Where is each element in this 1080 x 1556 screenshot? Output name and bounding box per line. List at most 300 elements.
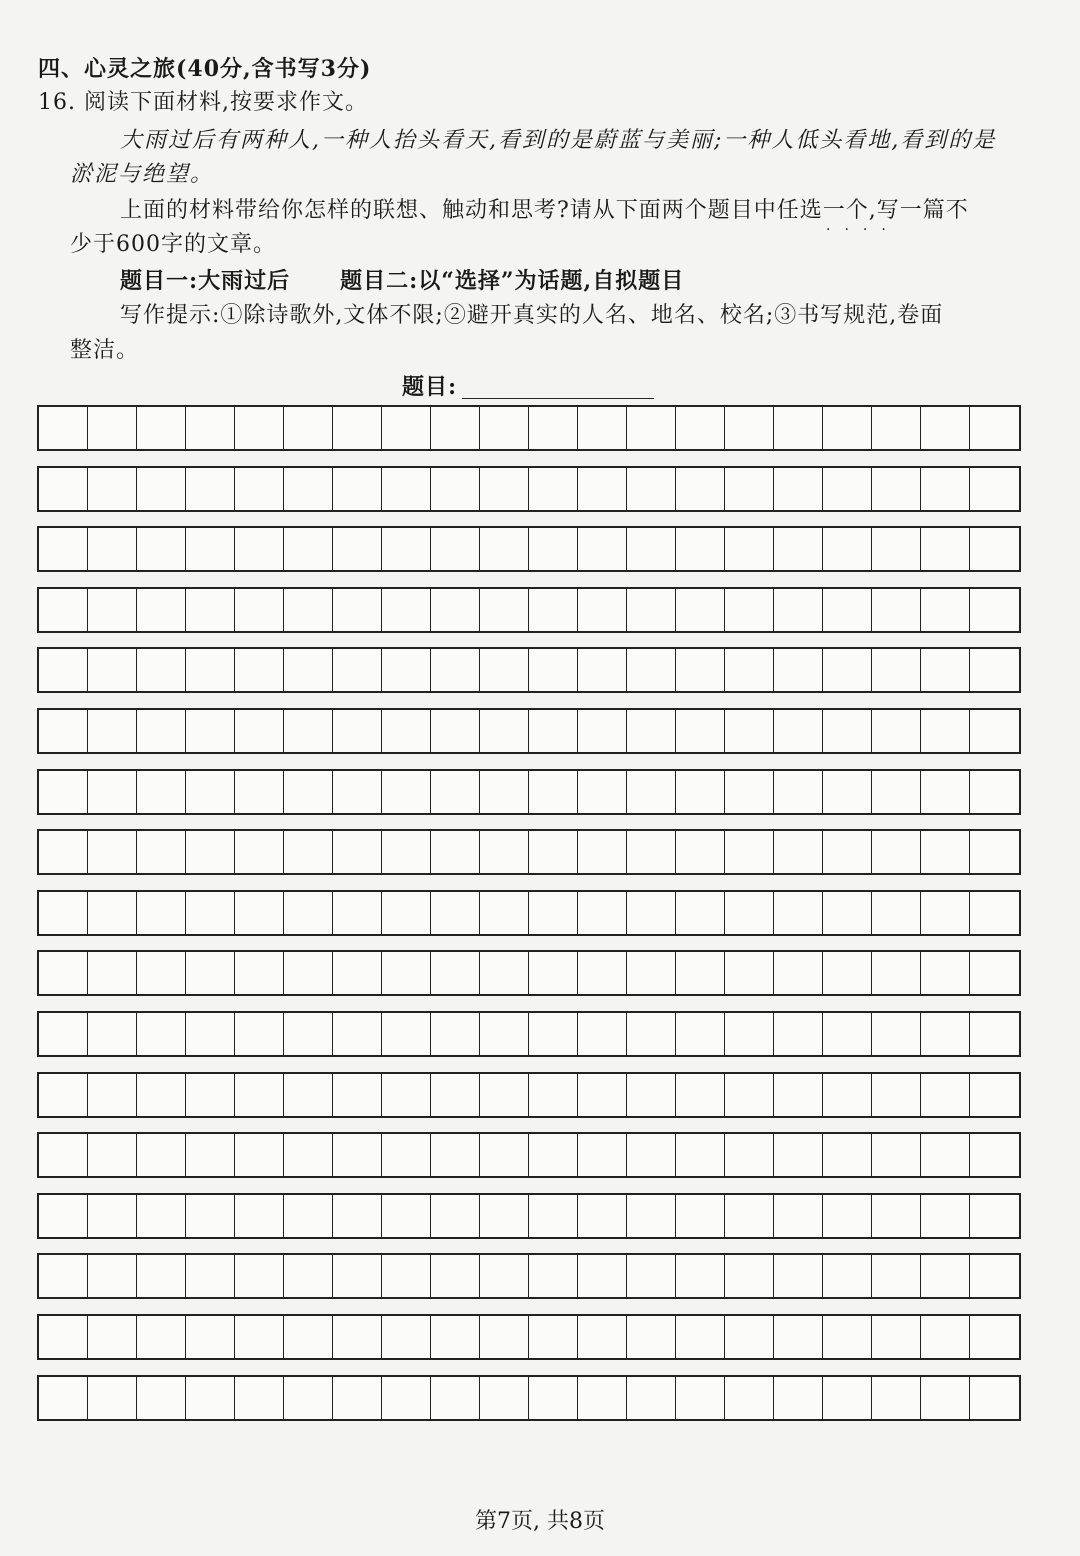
grid-cell[interactable] (88, 1134, 137, 1176)
grid-cell[interactable] (382, 1195, 431, 1237)
grid-cell[interactable] (431, 407, 480, 449)
grid-cell[interactable] (235, 1377, 284, 1419)
grid-cell[interactable] (235, 1316, 284, 1358)
grid-cell[interactable] (137, 1134, 186, 1176)
grid-cell[interactable] (872, 831, 921, 873)
grid-cell[interactable] (578, 1195, 627, 1237)
grid-cell[interactable] (921, 468, 970, 510)
grid-cell[interactable] (333, 831, 382, 873)
grid-cell[interactable] (88, 589, 137, 631)
grid-cell[interactable] (578, 1316, 627, 1358)
grid-cell[interactable] (529, 952, 578, 994)
grid-cell[interactable] (284, 649, 333, 691)
grid-cell[interactable] (774, 1377, 823, 1419)
grid-cell[interactable] (774, 771, 823, 813)
grid-cell[interactable] (921, 1377, 970, 1419)
grid-cell[interactable] (676, 892, 725, 934)
grid-cell[interactable] (578, 952, 627, 994)
grid-cell[interactable] (921, 952, 970, 994)
grid-cell[interactable] (676, 952, 725, 994)
grid-cell[interactable] (823, 771, 872, 813)
grid-cell[interactable] (823, 952, 872, 994)
grid-cell[interactable] (431, 1013, 480, 1055)
grid-cell[interactable] (186, 468, 235, 510)
grid-cell[interactable] (39, 1377, 88, 1419)
grid-cell[interactable] (774, 710, 823, 752)
grid-cell[interactable] (88, 1013, 137, 1055)
grid-cell[interactable] (529, 1013, 578, 1055)
grid-cell[interactable] (186, 528, 235, 570)
grid-cell[interactable] (529, 1377, 578, 1419)
grid-cell[interactable] (186, 589, 235, 631)
grid-cell[interactable] (137, 892, 186, 934)
grid-cell[interactable] (725, 1074, 774, 1116)
grid-cell[interactable] (431, 528, 480, 570)
grid-cell[interactable] (823, 1013, 872, 1055)
grid-cell[interactable] (431, 649, 480, 691)
grid-cell[interactable] (774, 952, 823, 994)
grid-cell[interactable] (382, 468, 431, 510)
grid-cell[interactable] (578, 468, 627, 510)
grid-cell[interactable] (676, 1195, 725, 1237)
grid-cell[interactable] (627, 1377, 676, 1419)
grid-cell[interactable] (921, 892, 970, 934)
grid-cell[interactable] (382, 407, 431, 449)
grid-cell[interactable] (823, 1377, 872, 1419)
grid-cell[interactable] (480, 1255, 529, 1297)
grid-cell[interactable] (382, 952, 431, 994)
grid-cell[interactable] (137, 468, 186, 510)
grid-cell[interactable] (529, 528, 578, 570)
grid-cell[interactable] (627, 1013, 676, 1055)
grid-cell[interactable] (774, 1316, 823, 1358)
grid-cell[interactable] (480, 589, 529, 631)
grid-cell[interactable] (284, 528, 333, 570)
grid-cell[interactable] (39, 710, 88, 752)
grid-cell[interactable] (823, 589, 872, 631)
grid-cell[interactable] (137, 1377, 186, 1419)
grid-cell[interactable] (333, 1134, 382, 1176)
grid-cell[interactable] (431, 710, 480, 752)
grid-cell[interactable] (88, 771, 137, 813)
grid-cell[interactable] (578, 1377, 627, 1419)
grid-cell[interactable] (333, 1316, 382, 1358)
grid-cell[interactable] (627, 710, 676, 752)
grid-cell[interactable] (186, 1255, 235, 1297)
grid-cell[interactable] (284, 771, 333, 813)
grid-cell[interactable] (872, 952, 921, 994)
grid-cell[interactable] (970, 771, 1019, 813)
grid-cell[interactable] (921, 589, 970, 631)
grid-cell[interactable] (725, 468, 774, 510)
grid-cell[interactable] (676, 407, 725, 449)
grid-cell[interactable] (578, 1134, 627, 1176)
grid-cell[interactable] (627, 1074, 676, 1116)
grid-cell[interactable] (39, 952, 88, 994)
grid-cell[interactable] (529, 831, 578, 873)
grid-cell[interactable] (39, 649, 88, 691)
grid-cell[interactable] (529, 649, 578, 691)
grid-cell[interactable] (676, 1377, 725, 1419)
grid-cell[interactable] (480, 1074, 529, 1116)
grid-cell[interactable] (137, 407, 186, 449)
grid-cell[interactable] (186, 952, 235, 994)
grid-cell[interactable] (480, 892, 529, 934)
grid-cell[interactable] (480, 1316, 529, 1358)
grid-cell[interactable] (480, 831, 529, 873)
grid-cell[interactable] (39, 892, 88, 934)
grid-cell[interactable] (88, 892, 137, 934)
grid-cell[interactable] (39, 589, 88, 631)
grid-cell[interactable] (480, 407, 529, 449)
grid-cell[interactable] (872, 892, 921, 934)
grid-cell[interactable] (431, 1255, 480, 1297)
grid-cell[interactable] (578, 710, 627, 752)
grid-cell[interactable] (137, 771, 186, 813)
grid-cell[interactable] (676, 1074, 725, 1116)
grid-cell[interactable] (284, 710, 333, 752)
grid-cell[interactable] (480, 528, 529, 570)
grid-cell[interactable] (529, 710, 578, 752)
grid-cell[interactable] (480, 649, 529, 691)
grid-cell[interactable] (823, 649, 872, 691)
grid-cell[interactable] (921, 1013, 970, 1055)
grid-cell[interactable] (235, 468, 284, 510)
grid-cell[interactable] (921, 1255, 970, 1297)
grid-cell[interactable] (431, 1195, 480, 1237)
grid-cell[interactable] (676, 1013, 725, 1055)
grid-cell[interactable] (137, 1074, 186, 1116)
grid-cell[interactable] (333, 468, 382, 510)
grid-cell[interactable] (627, 649, 676, 691)
grid-cell[interactable] (186, 1074, 235, 1116)
grid-cell[interactable] (774, 468, 823, 510)
grid-cell[interactable] (88, 649, 137, 691)
grid-cell[interactable] (39, 1255, 88, 1297)
grid-cell[interactable] (137, 1013, 186, 1055)
grid-cell[interactable] (88, 952, 137, 994)
grid-cell[interactable] (333, 1013, 382, 1055)
grid-cell[interactable] (774, 528, 823, 570)
grid-cell[interactable] (725, 528, 774, 570)
grid-cell[interactable] (431, 589, 480, 631)
grid-cell[interactable] (725, 831, 774, 873)
grid-cell[interactable] (382, 1377, 431, 1419)
grid-cell[interactable] (88, 831, 137, 873)
grid-cell[interactable] (284, 1377, 333, 1419)
grid-cell[interactable] (333, 1195, 382, 1237)
grid-cell[interactable] (529, 1316, 578, 1358)
grid-cell[interactable] (39, 831, 88, 873)
grid-cell[interactable] (431, 952, 480, 994)
grid-cell[interactable] (186, 710, 235, 752)
grid-cell[interactable] (970, 892, 1019, 934)
grid-cell[interactable] (921, 710, 970, 752)
grid-cell[interactable] (725, 1255, 774, 1297)
grid-cell[interactable] (578, 771, 627, 813)
grid-cell[interactable] (970, 952, 1019, 994)
grid-cell[interactable] (872, 528, 921, 570)
grid-cell[interactable] (823, 407, 872, 449)
grid-cell[interactable] (970, 1195, 1019, 1237)
grid-cell[interactable] (382, 831, 431, 873)
grid-cell[interactable] (578, 589, 627, 631)
grid-cell[interactable] (529, 892, 578, 934)
grid-cell[interactable] (529, 589, 578, 631)
grid-cell[interactable] (39, 528, 88, 570)
grid-cell[interactable] (284, 1255, 333, 1297)
grid-cell[interactable] (235, 952, 284, 994)
grid-cell[interactable] (774, 589, 823, 631)
grid-cell[interactable] (627, 407, 676, 449)
grid-cell[interactable] (39, 468, 88, 510)
grid-cell[interactable] (676, 831, 725, 873)
grid-cell[interactable] (578, 892, 627, 934)
grid-cell[interactable] (823, 1255, 872, 1297)
grid-cell[interactable] (333, 649, 382, 691)
grid-cell[interactable] (529, 1134, 578, 1176)
grid-cell[interactable] (725, 649, 774, 691)
grid-cell[interactable] (529, 468, 578, 510)
grid-cell[interactable] (284, 589, 333, 631)
grid-cell[interactable] (186, 649, 235, 691)
grid-cell[interactable] (872, 1195, 921, 1237)
grid-cell[interactable] (725, 1195, 774, 1237)
grid-cell[interactable] (382, 771, 431, 813)
grid-cell[interactable] (284, 892, 333, 934)
grid-cell[interactable] (774, 892, 823, 934)
grid-cell[interactable] (774, 649, 823, 691)
grid-cell[interactable] (235, 831, 284, 873)
grid-cell[interactable] (578, 1255, 627, 1297)
grid-cell[interactable] (137, 528, 186, 570)
grid-cell[interactable] (88, 468, 137, 510)
grid-cell[interactable] (480, 468, 529, 510)
grid-cell[interactable] (872, 589, 921, 631)
grid-cell[interactable] (627, 1255, 676, 1297)
grid-cell[interactable] (970, 1074, 1019, 1116)
grid-cell[interactable] (872, 710, 921, 752)
grid-cell[interactable] (284, 1316, 333, 1358)
grid-cell[interactable] (676, 468, 725, 510)
grid-cell[interactable] (872, 649, 921, 691)
grid-cell[interactable] (284, 831, 333, 873)
grid-cell[interactable] (676, 1316, 725, 1358)
grid-cell[interactable] (333, 407, 382, 449)
grid-cell[interactable] (186, 407, 235, 449)
grid-cell[interactable] (676, 1255, 725, 1297)
grid-cell[interactable] (774, 1134, 823, 1176)
grid-cell[interactable] (382, 1255, 431, 1297)
grid-cell[interactable] (970, 831, 1019, 873)
grid-cell[interactable] (137, 1195, 186, 1237)
grid-cell[interactable] (627, 952, 676, 994)
grid-cell[interactable] (921, 407, 970, 449)
grid-cell[interactable] (676, 710, 725, 752)
grid-cell[interactable] (725, 1013, 774, 1055)
grid-cell[interactable] (186, 771, 235, 813)
grid-cell[interactable] (529, 1195, 578, 1237)
grid-cell[interactable] (774, 407, 823, 449)
grid-cell[interactable] (872, 1255, 921, 1297)
grid-cell[interactable] (88, 1377, 137, 1419)
grid-cell[interactable] (725, 1377, 774, 1419)
grid-cell[interactable] (529, 1074, 578, 1116)
grid-cell[interactable] (872, 1377, 921, 1419)
grid-cell[interactable] (284, 1074, 333, 1116)
grid-cell[interactable] (431, 831, 480, 873)
grid-cell[interactable] (823, 892, 872, 934)
grid-cell[interactable] (382, 892, 431, 934)
grid-cell[interactable] (39, 1195, 88, 1237)
grid-cell[interactable] (823, 1316, 872, 1358)
grid-cell[interactable] (186, 1377, 235, 1419)
grid-cell[interactable] (725, 1134, 774, 1176)
grid-cell[interactable] (186, 1134, 235, 1176)
grid-cell[interactable] (725, 710, 774, 752)
grid-cell[interactable] (137, 1316, 186, 1358)
grid-cell[interactable] (333, 589, 382, 631)
grid-cell[interactable] (88, 710, 137, 752)
grid-cell[interactable] (480, 1377, 529, 1419)
grid-cell[interactable] (333, 1255, 382, 1297)
grid-cell[interactable] (578, 649, 627, 691)
grid-cell[interactable] (774, 1195, 823, 1237)
grid-cell[interactable] (39, 771, 88, 813)
grid-cell[interactable] (235, 407, 284, 449)
grid-cell[interactable] (676, 589, 725, 631)
grid-cell[interactable] (235, 1074, 284, 1116)
grid-cell[interactable] (235, 1134, 284, 1176)
grid-cell[interactable] (627, 892, 676, 934)
grid-cell[interactable] (627, 468, 676, 510)
grid-cell[interactable] (921, 528, 970, 570)
grid-cell[interactable] (382, 1074, 431, 1116)
grid-cell[interactable] (137, 952, 186, 994)
grid-cell[interactable] (970, 1377, 1019, 1419)
grid-cell[interactable] (382, 710, 431, 752)
grid-cell[interactable] (529, 771, 578, 813)
grid-cell[interactable] (627, 1134, 676, 1176)
grid-cell[interactable] (39, 1013, 88, 1055)
grid-cell[interactable] (88, 1195, 137, 1237)
grid-cell[interactable] (970, 1013, 1019, 1055)
grid-cell[interactable] (333, 710, 382, 752)
grid-cell[interactable] (725, 589, 774, 631)
grid-cell[interactable] (970, 1134, 1019, 1176)
grid-cell[interactable] (970, 1316, 1019, 1358)
grid-cell[interactable] (921, 831, 970, 873)
grid-cell[interactable] (186, 1316, 235, 1358)
grid-cell[interactable] (186, 892, 235, 934)
essay-title-input[interactable] (462, 398, 654, 399)
grid-cell[interactable] (284, 1195, 333, 1237)
grid-cell[interactable] (39, 1074, 88, 1116)
grid-cell[interactable] (823, 1074, 872, 1116)
grid-cell[interactable] (676, 649, 725, 691)
grid-cell[interactable] (872, 1013, 921, 1055)
grid-cell[interactable] (578, 1074, 627, 1116)
grid-cell[interactable] (235, 589, 284, 631)
grid-cell[interactable] (823, 468, 872, 510)
grid-cell[interactable] (333, 892, 382, 934)
grid-cell[interactable] (284, 1013, 333, 1055)
grid-cell[interactable] (333, 952, 382, 994)
grid-cell[interactable] (382, 1013, 431, 1055)
grid-cell[interactable] (431, 1377, 480, 1419)
grid-cell[interactable] (88, 528, 137, 570)
grid-cell[interactable] (578, 831, 627, 873)
grid-cell[interactable] (774, 1255, 823, 1297)
grid-cell[interactable] (823, 710, 872, 752)
grid-cell[interactable] (823, 528, 872, 570)
grid-cell[interactable] (627, 1195, 676, 1237)
grid-cell[interactable] (480, 771, 529, 813)
grid-cell[interactable] (872, 407, 921, 449)
grid-cell[interactable] (725, 407, 774, 449)
grid-cell[interactable] (382, 1134, 431, 1176)
grid-cell[interactable] (970, 710, 1019, 752)
grid-cell[interactable] (235, 528, 284, 570)
grid-cell[interactable] (284, 468, 333, 510)
grid-cell[interactable] (774, 1013, 823, 1055)
grid-cell[interactable] (382, 589, 431, 631)
grid-cell[interactable] (88, 1074, 137, 1116)
grid-cell[interactable] (235, 649, 284, 691)
grid-cell[interactable] (921, 1074, 970, 1116)
grid-cell[interactable] (284, 1134, 333, 1176)
grid-cell[interactable] (333, 1377, 382, 1419)
grid-cell[interactable] (186, 1195, 235, 1237)
grid-cell[interactable] (137, 1255, 186, 1297)
grid-cell[interactable] (529, 407, 578, 449)
grid-cell[interactable] (725, 771, 774, 813)
grid-cell[interactable] (431, 468, 480, 510)
grid-cell[interactable] (627, 771, 676, 813)
grid-cell[interactable] (39, 407, 88, 449)
grid-cell[interactable] (480, 1195, 529, 1237)
grid-cell[interactable] (284, 407, 333, 449)
grid-cell[interactable] (921, 649, 970, 691)
grid-cell[interactable] (529, 1255, 578, 1297)
grid-cell[interactable] (774, 1074, 823, 1116)
grid-cell[interactable] (235, 771, 284, 813)
grid-cell[interactable] (725, 952, 774, 994)
grid-cell[interactable] (676, 1134, 725, 1176)
grid-cell[interactable] (627, 528, 676, 570)
grid-cell[interactable] (88, 1255, 137, 1297)
grid-cell[interactable] (627, 589, 676, 631)
grid-cell[interactable] (676, 771, 725, 813)
grid-cell[interactable] (823, 1195, 872, 1237)
grid-cell[interactable] (235, 1013, 284, 1055)
grid-cell[interactable] (970, 528, 1019, 570)
grid-cell[interactable] (235, 1255, 284, 1297)
grid-cell[interactable] (774, 831, 823, 873)
grid-cell[interactable] (137, 649, 186, 691)
grid-cell[interactable] (235, 1195, 284, 1237)
grid-cell[interactable] (480, 1134, 529, 1176)
grid-cell[interactable] (480, 1013, 529, 1055)
grid-cell[interactable] (431, 1134, 480, 1176)
grid-cell[interactable] (872, 1316, 921, 1358)
grid-cell[interactable] (921, 1195, 970, 1237)
grid-cell[interactable] (725, 892, 774, 934)
grid-cell[interactable] (872, 468, 921, 510)
grid-cell[interactable] (578, 407, 627, 449)
grid-cell[interactable] (431, 1316, 480, 1358)
grid-cell[interactable] (333, 528, 382, 570)
